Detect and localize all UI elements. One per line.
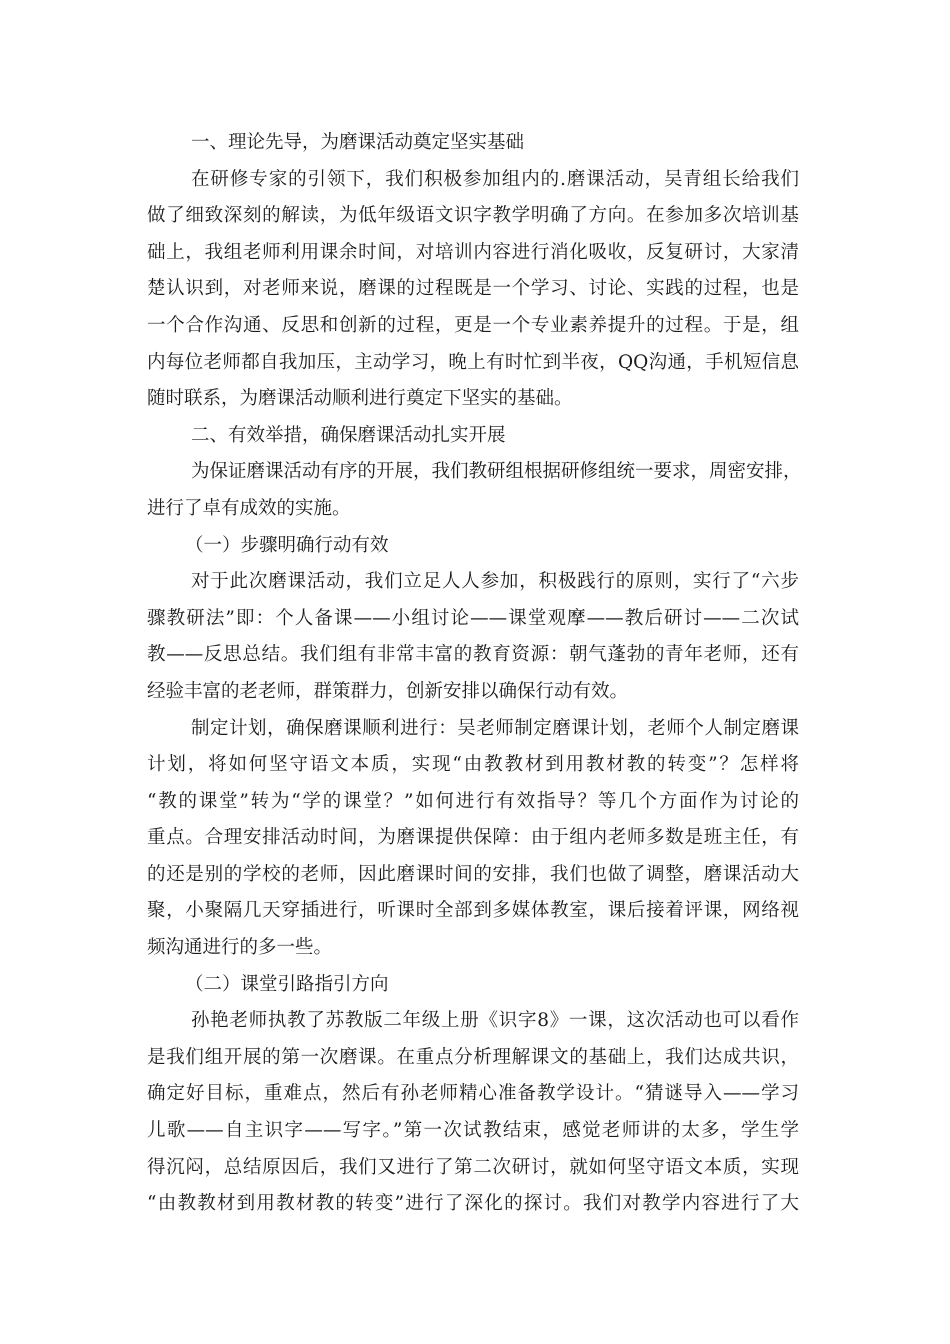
paragraph-line: 制定计划，确保磨课顺利进行：吴老师制定磨课计划，老师个人制定磨课 — [191, 717, 799, 739]
paragraph-line: 计划，将如何坚守语文本质，实现“由教教材到用教材教的转变”？怎样将 — [147, 754, 799, 776]
paragraph-line: 对于此次磨课活动，我们立足人人参加，积极践行的原则，实行了“六步 — [191, 571, 799, 593]
paragraph-line: 经验丰富的老老师，群策群力，创新安排以确保行动有效。 — [147, 680, 629, 702]
paragraph-line: 频沟通进行的多一些。 — [147, 937, 333, 959]
paragraph-line: 础上，我组老师利用课余时间，对培训内容进行消化吸收，反复研讨，大家清 — [147, 241, 799, 263]
paragraph-line: 教——反思总结。我们组有非常丰富的教育资源：朝气蓬勃的青年老师，还有 — [147, 644, 799, 666]
paragraph-line: 楚认识到，对老师来说，磨课的过程既是一个学习、讨论、实践的过程，也是 — [147, 278, 799, 300]
paragraph-line: 儿歌——自主识字——写字。”第一次试教结束，感觉老师讲的太多，学生学 — [147, 1120, 799, 1142]
paragraph-line: 的还是别的学校的老师，因此磨课时间的安排，我们也做了调整，磨课活动大 — [147, 863, 799, 885]
paragraph-line: 是我们组开展的第一次磨课。在重点分析理解课文的基础上，我们达成共识， — [147, 1046, 799, 1068]
paragraph-line: “由教教材到用教材教的转变”进行了深化的探讨。我们对教学内容进行了大 — [147, 1193, 799, 1215]
paragraph-line: 随时联系，为磨课活动顺利进行奠定下坚实的基础。 — [147, 388, 573, 410]
paragraph-line: 孙艳老师执教了苏教版二年级上册《识字8》一课，这次活动也可以看作 — [191, 1010, 799, 1032]
paragraph-line: 得沉闷，总结原因后，我们又进行了第二次研讨，就如何坚守语文本质，实现 — [147, 1156, 799, 1178]
paragraph-line: 骤教研法”即：个人备课——小组讨论——课堂观摩——教后研讨——二次试 — [147, 607, 799, 629]
paragraph-line: 重点。合理安排活动时间，为磨课提供保障：由于组内老师多数是班主任，有 — [147, 827, 799, 849]
paragraph-line: 进行了卓有成效的实施。 — [147, 497, 351, 519]
paragraph-line: “教的课堂”转为“学的课堂？”如何进行有效指导？等几个方面作为讨论的 — [147, 790, 799, 812]
subheading-classroom-guidance: （二）课堂引路指引方向 — [185, 973, 389, 995]
heading-theory-first: 一、理论先导，为磨课活动奠定坚实基础 — [191, 132, 525, 153]
heading-effective-measures: 二、有效举措，确保磨课活动扎实开展 — [191, 424, 506, 446]
subheading-clear-steps: （一）步骤明确行动有效 — [185, 534, 389, 556]
paragraph-line: 聚，小聚隔几天穿插进行，听课时全部到多媒体教室，课后接着评课，网络视 — [147, 900, 799, 922]
paragraph-line: 一个合作沟通、反思和创新的过程，更是一个专业素养提升的过程。于是，组 — [147, 314, 799, 336]
paragraph-line: 为保证磨课活动有序的开展，我们教研组根据研修组统一要求，周密安排， — [191, 461, 802, 483]
paragraph-line: 确定好目标，重难点，然后有孙老师精心准备教学设计。“猜谜导入——学习 — [147, 1083, 799, 1105]
paragraph-line: 做了细致深刻的解读，为低年级语文识字教学明确了方向。在参加多次培训基 — [147, 205, 799, 227]
document-body — [147, 125, 802, 1223]
paragraph-line: 在研修专家的引领下，我们积极参加组内的.磨课活动，吴青组长给我们 — [191, 168, 799, 190]
paragraph-line: 内每位老师都自我加压，主动学习，晚上有时忙到半夜，QQ沟通，手机短信息 — [147, 351, 799, 373]
